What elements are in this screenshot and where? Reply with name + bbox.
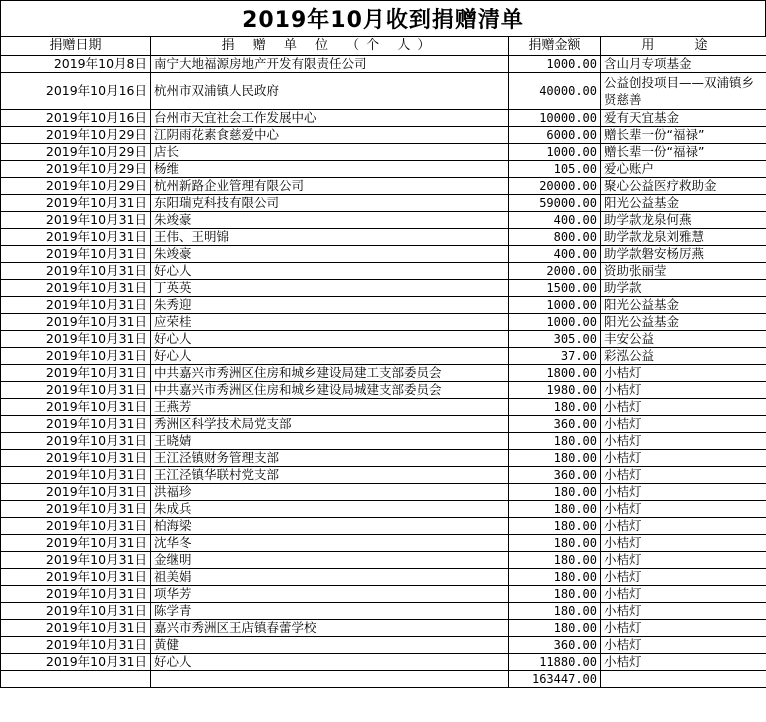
- purpose-cell: 小桔灯: [601, 552, 766, 569]
- donor-cell: 好心人: [151, 263, 509, 280]
- amount-cell: 180.00: [509, 450, 601, 467]
- amount-cell: 1000.00: [509, 297, 601, 314]
- table-row: [1, 331, 766, 348]
- header-donor: 捐 赠 单 位 （个 人）: [151, 37, 509, 56]
- date-cell: 2019年10月31日: [1, 603, 151, 620]
- table-row: [1, 365, 766, 382]
- amount-cell: 37.00: [509, 348, 601, 365]
- donor-cell: 陈学青: [151, 603, 509, 620]
- table-row: [1, 348, 766, 365]
- table-row: [1, 195, 766, 212]
- date-cell: 2019年10月31日: [1, 433, 151, 450]
- donor-cell: 应荣桂: [151, 314, 509, 331]
- table-row: [1, 535, 766, 552]
- date-cell: 2019年10月31日: [1, 331, 151, 348]
- table-row: [1, 450, 766, 467]
- purpose-cell: 小桔灯: [601, 603, 766, 620]
- amount-cell: 180.00: [509, 433, 601, 450]
- date-cell: 2019年10月16日: [1, 73, 151, 110]
- donor-cell: 杭州新路企业管理有限公司: [151, 178, 509, 195]
- amount-cell: 180.00: [509, 620, 601, 637]
- amount-cell: 20000.00: [509, 178, 601, 195]
- amount-cell: 180.00: [509, 569, 601, 586]
- amount-cell: 180.00: [509, 603, 601, 620]
- donor-cell: 王江泾镇财务管理支部: [151, 450, 509, 467]
- donor-cell: 洪福珍: [151, 484, 509, 501]
- purpose-cell: 助学款龙泉刘雅慧: [601, 229, 766, 246]
- amount-cell: 400.00: [509, 212, 601, 229]
- table-row: [1, 399, 766, 416]
- table-row: [1, 382, 766, 399]
- date-cell: 2019年10月31日: [1, 348, 151, 365]
- table-row: [1, 110, 766, 127]
- date-cell: 2019年10月31日: [1, 212, 151, 229]
- amount-cell: 180.00: [509, 399, 601, 416]
- purpose-cell: 小桔灯: [601, 450, 766, 467]
- purpose-cell: 助学款磐安杨厉燕: [601, 246, 766, 263]
- donor-cell: 王晓婧: [151, 433, 509, 450]
- table-row: [1, 603, 766, 620]
- amount-cell: 180.00: [509, 586, 601, 603]
- date-cell: 2019年10月31日: [1, 654, 151, 671]
- date-cell: 2019年10月31日: [1, 246, 151, 263]
- table-row: [1, 229, 766, 246]
- date-cell: 2019年10月31日: [1, 586, 151, 603]
- donor-cell: 店长: [151, 144, 509, 161]
- donor-cell: 祖美娟: [151, 569, 509, 586]
- donor-cell: 好心人: [151, 654, 509, 671]
- purpose-cell: 小桔灯: [601, 433, 766, 450]
- table-row: [1, 467, 766, 484]
- table-row: [1, 178, 766, 195]
- header-amount: 捐赠金额: [509, 37, 601, 56]
- amount-cell: 11880.00: [509, 654, 601, 671]
- amount-cell: 40000.00: [509, 73, 601, 110]
- table-row: [1, 144, 766, 161]
- purpose-cell: 赠长辈一份“福禄”: [601, 144, 766, 161]
- donor-cell: 秀洲区科学技术局党支部: [151, 416, 509, 433]
- date-cell: 2019年10月29日: [1, 178, 151, 195]
- table-row: [1, 416, 766, 433]
- table-row: [1, 127, 766, 144]
- purpose-cell: 阳光公益基金: [601, 314, 766, 331]
- amount-cell: 1980.00: [509, 382, 601, 399]
- purpose-cell: 小桔灯: [601, 586, 766, 603]
- purpose-cell: 聚心公益医疗救助金: [601, 178, 766, 195]
- donor-cell: 黄健: [151, 637, 509, 654]
- donor-cell: 好心人: [151, 331, 509, 348]
- donor-cell: 中共嘉兴市秀洲区住房和城乡建设局建工支部委员会: [151, 365, 509, 382]
- amount-cell: 1000.00: [509, 314, 601, 331]
- amount-cell: 180.00: [509, 535, 601, 552]
- date-cell: 2019年10月31日: [1, 501, 151, 518]
- total-row: [1, 671, 766, 688]
- purpose-cell: 小桔灯: [601, 399, 766, 416]
- amount-cell: 360.00: [509, 637, 601, 654]
- donor-cell: 王江泾镇华联村党支部: [151, 467, 509, 484]
- date-cell: 2019年10月31日: [1, 280, 151, 297]
- amount-cell: 180.00: [509, 518, 601, 535]
- date-cell: 2019年10月31日: [1, 535, 151, 552]
- purpose-cell: 小桔灯: [601, 382, 766, 399]
- amount-cell: 180.00: [509, 484, 601, 501]
- donor-cell: 王伟、王明锦: [151, 229, 509, 246]
- amount-cell: 10000.00: [509, 110, 601, 127]
- donor-cell: 南宁大地福源房地产开发有限责任公司: [151, 56, 509, 73]
- date-cell: 2019年10月31日: [1, 365, 151, 382]
- purpose-cell: 小桔灯: [601, 518, 766, 535]
- table-row: [1, 569, 766, 586]
- amount-cell: 180.00: [509, 501, 601, 518]
- sheet-title: 2019年10月收到捐赠清单: [0, 0, 766, 36]
- table-row: [1, 73, 766, 110]
- table-row: [1, 56, 766, 73]
- total-amount: 163447.00: [509, 671, 601, 688]
- donation-table: [0, 36, 766, 688]
- empty-cell: [601, 671, 766, 688]
- purpose-cell: 阳光公益基金: [601, 195, 766, 212]
- purpose-cell: 赠长辈一份“福禄”: [601, 127, 766, 144]
- purpose-cell: 小桔灯: [601, 484, 766, 501]
- donor-cell: 朱竣豪: [151, 212, 509, 229]
- table-row: [1, 212, 766, 229]
- table-row: [1, 246, 766, 263]
- donor-cell: 沈华冬: [151, 535, 509, 552]
- date-cell: 2019年10月31日: [1, 399, 151, 416]
- purpose-cell: 小桔灯: [601, 467, 766, 484]
- date-cell: 2019年10月31日: [1, 552, 151, 569]
- amount-cell: 1500.00: [509, 280, 601, 297]
- donor-cell: 杨维: [151, 161, 509, 178]
- table-row: [1, 280, 766, 297]
- amount-cell: 800.00: [509, 229, 601, 246]
- table-row: [1, 297, 766, 314]
- date-cell: 2019年10月31日: [1, 297, 151, 314]
- donor-cell: 朱竣豪: [151, 246, 509, 263]
- donor-cell: 王燕芳: [151, 399, 509, 416]
- amount-cell: 6000.00: [509, 127, 601, 144]
- header-purpose: 用 途: [601, 37, 766, 56]
- amount-cell: 180.00: [509, 552, 601, 569]
- donor-cell: 嘉兴市秀洲区王店镇春蕾学校: [151, 620, 509, 637]
- donor-cell: 东阳瑞克科技有限公司: [151, 195, 509, 212]
- amount-cell: 1800.00: [509, 365, 601, 382]
- purpose-cell: 小桔灯: [601, 535, 766, 552]
- date-cell: 2019年10月31日: [1, 569, 151, 586]
- table-row: [1, 637, 766, 654]
- table-row: [1, 501, 766, 518]
- date-cell: 2019年10月29日: [1, 127, 151, 144]
- table-row: [1, 433, 766, 450]
- amount-cell: 360.00: [509, 467, 601, 484]
- purpose-cell: 爱心账户: [601, 161, 766, 178]
- amount-cell: 305.00: [509, 331, 601, 348]
- date-cell: 2019年10月29日: [1, 144, 151, 161]
- table-row: [1, 518, 766, 535]
- date-cell: 2019年10月31日: [1, 637, 151, 654]
- date-cell: 2019年10月31日: [1, 195, 151, 212]
- donor-cell: 丁英英: [151, 280, 509, 297]
- donor-cell: 柏海梁: [151, 518, 509, 535]
- purpose-cell: 小桔灯: [601, 620, 766, 637]
- purpose-cell: 资助张丽莹: [601, 263, 766, 280]
- date-cell: 2019年10月31日: [1, 314, 151, 331]
- amount-cell: 59000.00: [509, 195, 601, 212]
- purpose-cell: 丰安公益: [601, 331, 766, 348]
- table-row: [1, 161, 766, 178]
- date-cell: 2019年10月31日: [1, 467, 151, 484]
- amount-cell: 1000.00: [509, 144, 601, 161]
- purpose-cell: 小桔灯: [601, 501, 766, 518]
- purpose-cell: 小桔灯: [601, 365, 766, 382]
- amount-cell: 1000.00: [509, 56, 601, 73]
- donation-table-body: [1, 37, 766, 688]
- table-row: [1, 586, 766, 603]
- amount-cell: 400.00: [509, 246, 601, 263]
- donor-cell: 杭州市双浦镇人民政府: [151, 73, 509, 110]
- donor-cell: 金继明: [151, 552, 509, 569]
- purpose-cell: 彩泓公益: [601, 348, 766, 365]
- purpose-cell: 助学款: [601, 280, 766, 297]
- purpose-cell: 公益创投项目——双浦镇乡贤慈善: [601, 73, 766, 110]
- date-cell: 2019年10月8日: [1, 56, 151, 73]
- donor-cell: 项华芳: [151, 586, 509, 603]
- purpose-cell: 小桔灯: [601, 637, 766, 654]
- purpose-cell: 小桔灯: [601, 416, 766, 433]
- date-cell: 2019年10月31日: [1, 382, 151, 399]
- donor-cell: 台州市天宜社会工作发展中心: [151, 110, 509, 127]
- donor-cell: 朱成兵: [151, 501, 509, 518]
- empty-cell: [151, 671, 509, 688]
- amount-cell: 2000.00: [509, 263, 601, 280]
- date-cell: 2019年10月31日: [1, 263, 151, 280]
- date-cell: 2019年10月31日: [1, 229, 151, 246]
- purpose-cell: 助学款龙泉何燕: [601, 212, 766, 229]
- purpose-cell: 小桔灯: [601, 569, 766, 586]
- donor-cell: 中共嘉兴市秀洲区住房和城乡建设局城建支部委员会: [151, 382, 509, 399]
- date-cell: 2019年10月16日: [1, 110, 151, 127]
- header-row: [1, 37, 766, 56]
- donor-cell: 朱秀迎: [151, 297, 509, 314]
- donor-cell: 江阴雨花素食慈爱中心: [151, 127, 509, 144]
- purpose-cell: 小桔灯: [601, 654, 766, 671]
- date-cell: 2019年10月29日: [1, 161, 151, 178]
- date-cell: 2019年10月31日: [1, 484, 151, 501]
- empty-cell: [1, 671, 151, 688]
- purpose-cell: 含山月专项基金: [601, 56, 766, 73]
- date-cell: 2019年10月31日: [1, 416, 151, 433]
- table-row: [1, 263, 766, 280]
- date-cell: 2019年10月31日: [1, 450, 151, 467]
- table-row: [1, 484, 766, 501]
- purpose-cell: 阳光公益基金: [601, 297, 766, 314]
- header-date: 捐赠日期: [1, 37, 151, 56]
- date-cell: 2019年10月31日: [1, 518, 151, 535]
- table-row: [1, 314, 766, 331]
- table-row: [1, 654, 766, 671]
- amount-cell: 360.00: [509, 416, 601, 433]
- table-row: [1, 552, 766, 569]
- table-row: [1, 620, 766, 637]
- purpose-cell: 爱有天宜基金: [601, 110, 766, 127]
- date-cell: 2019年10月31日: [1, 620, 151, 637]
- donor-cell: 好心人: [151, 348, 509, 365]
- amount-cell: 105.00: [509, 161, 601, 178]
